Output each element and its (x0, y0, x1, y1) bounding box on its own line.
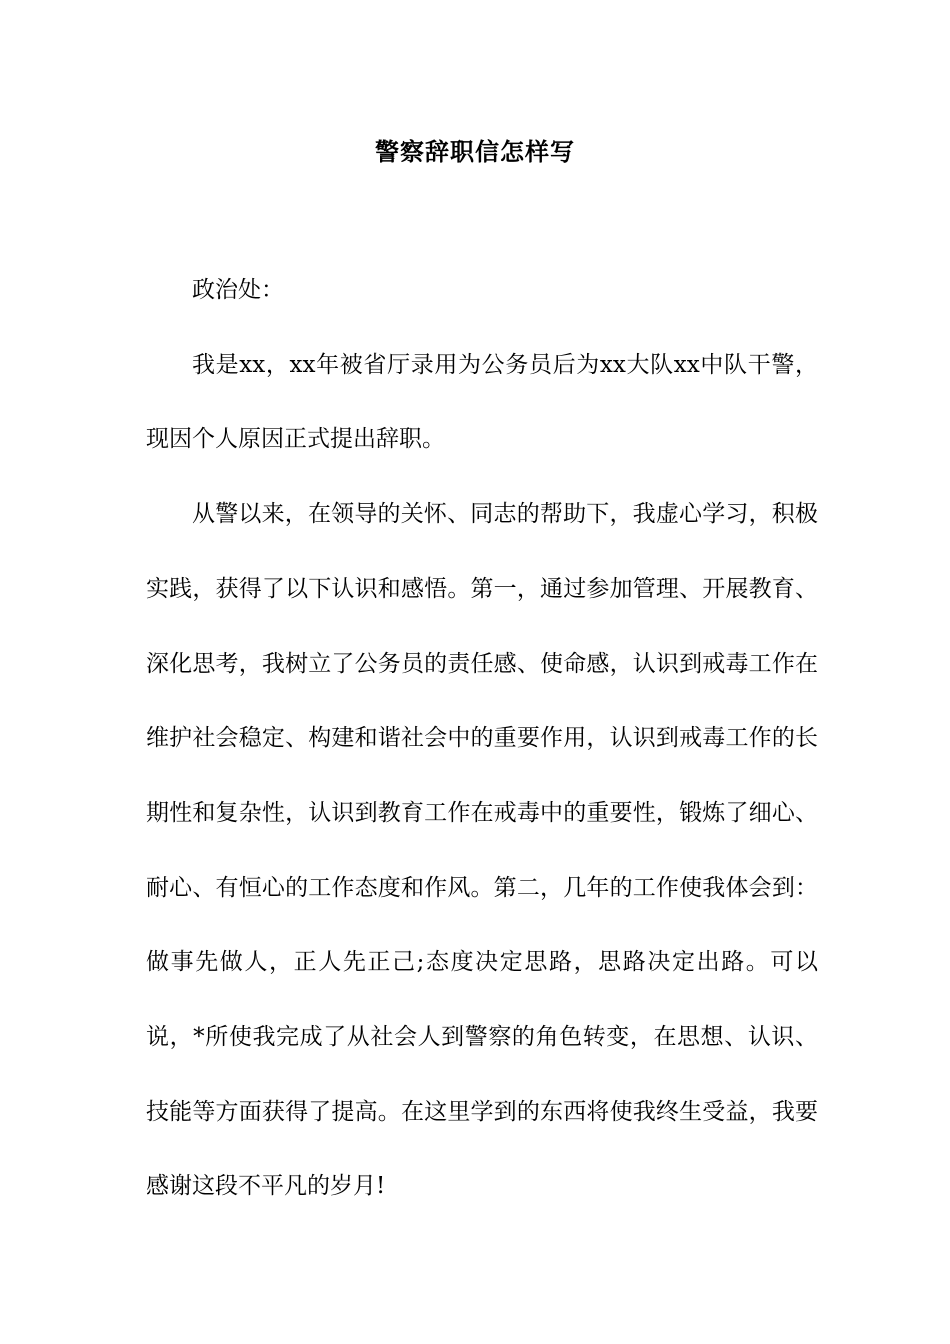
paragraph-2: 从警以来，在领导的关怀、同志的帮助下，我虚心学习，积极实践，获得了以下认识和感悟。第一，通过参加管理、开展教育、深化思考，我树立了公务员的责任感、使命感，认识到戒毒工作在维护社会稳定、构建和谐社会中的重要作用，认识到戒毒工作的长期性和复杂性，认识到教育工作在戒毒中的重要性，锻炼了细心、耐心、有恒心的工作态度和作风。第二，几年的工作使我体会到：做事先做人，正人先正己;态度决定思路，思路决定出路。可以说，*所使我完成了从社会人到警察的角色转变，在思想、认识、技能等方面获得了提高。在这里学到的东西将使我终生受益，我要感谢这段不平凡的岁月! (146, 501, 818, 1200)
paragraph-1: 我是xx，xx年被省厅录用为公务员后为xx大队xx中队干警，现因个人原因正式提出辞职。 (146, 351, 818, 453)
document-body (146, 253, 818, 1224)
document-title: 警察辞职信怎样写 (375, 137, 575, 166)
salutation: 政治处： (192, 277, 284, 303)
